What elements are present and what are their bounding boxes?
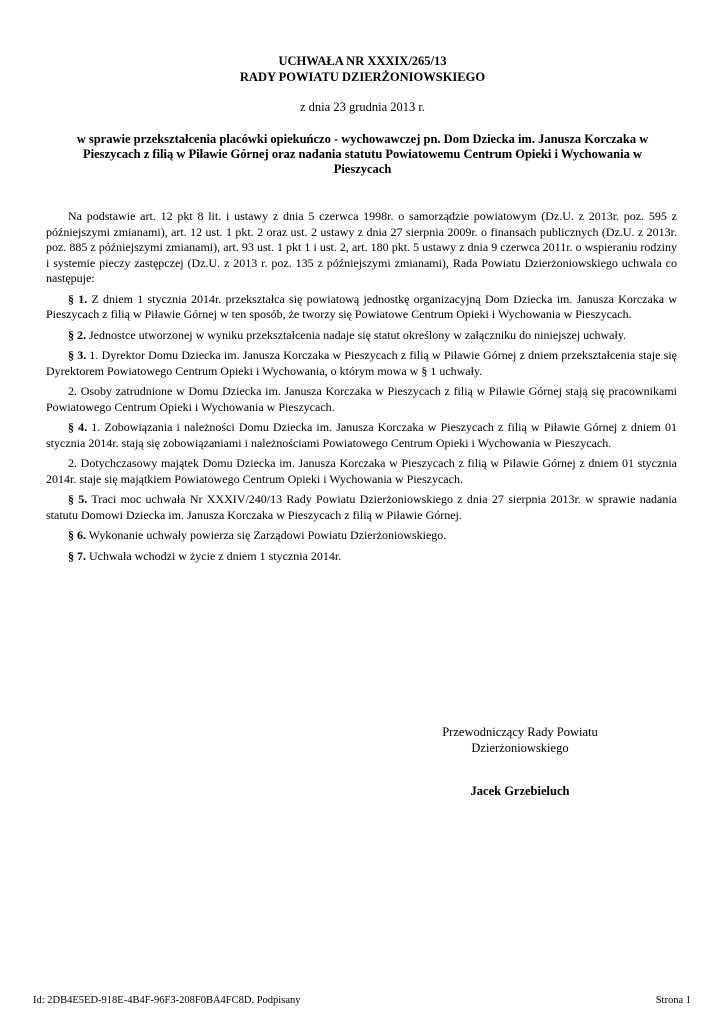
paragraph-7 [46,549,677,565]
paragraph-4-text: 1. Zobowiązania i należności Domu Dziecka im. Janusza Korczaka w Pieszycach z filią w Piławie Górnej z dniem 01 stycznia 2014r. stają się zobowiązaniami i należnościami Powiatowego Centrum Opieki i Wychowania w Pieszycach. [46,420,678,450]
page-number: Strona 1 [655,995,691,1006]
paragraph-4-mark: § 4. [68,420,88,434]
paragraph-3-item-2: 2. Osoby zatrudnione w Domu Dziecka im. Janusza Korczaka w Pieszycach z filią w Piławie Górnej stają się pracownikami Powiatowego Centrum Opieki i Wychowania w Pieszycach. [46,384,677,414]
paragraph-4 [46,420,677,451]
paragraph-7-text: Uchwała wchodzi w życie z dniem 1 stycznia 2014r. [86,548,342,563]
paragraph-6-mark: § 6. [68,528,86,542]
signatory-role [405,724,635,756]
paragraph-1-text: Z dniem 1 stycznia 2014r. przekształca się powiatową jednostkę organizacyjną Dom Dziecka im. Janusza Korczaka w Pieszycach z filią w Piławie Górnej w ten sposób, że tworzy się Powiatowe Centrum Opieki i Wychowania w Pieszycach. [46,291,678,321]
paragraph-5-text: Traci moc uchwała Nr XXXIV/240/13 Rady Powiatu Dzierżoniowskiego z dnia 27 sierpnia 2013r. w sprawie nadania statutu Domowi Dziecka im. Janusza Korczaka w Pieszycach z filią w Piławie Górnej. [46,492,678,522]
resolution-subject: w sprawie przekształcenia placówki opiekuńczo - wychowawczej pn. Dom Dziecka im. Janusza Korczaka w Pieszycach z filią w Piławie Górnej oraz nadania statutu Powiatowemu Centrum Opieki i Wychowania w Pieszycach [76,132,649,176]
resolution-title [0,53,725,85]
signatory-role-line-1: Przewodniczący Rady Powiatu [442,725,598,739]
paragraph-6-text: Wykonanie uchwały powierza się Zarządowi Powiatu Dzierżoniowskiego. [86,528,447,542]
paragraph-5 [46,492,677,523]
paragraph-3-text: 1. Dyrektor Domu Dziecka im. Janusza Korczaka w Pieszycach z filią w Piławie Górnej z dniem przekształcenia staje się Dyrektorem Powiatowego Centrum Opieki i Wychowania, o którym mowa w § 1 uchwały. [46,348,678,378]
paragraph-1 [46,292,677,323]
paragraph-5-mark: § 5. [68,492,88,506]
document-id: Id: 2DB4E5ED-918E-4B4F-96F3-208F0BA4FC8D. Podpisany [33,995,301,1006]
paragraph-2-mark: § 2. [68,327,86,342]
paragraph-2 [46,328,677,344]
paragraph-7-mark: § 7. [68,548,86,563]
council-name: RADY POWIATU DZIERŻONIOWSKIEGO [239,70,486,84]
paragraph-3 [46,348,677,379]
preamble: Na podstawie art. 12 pkt 8 lit. i ustawy z dnia 5 czerwca 1998r. o samorządzie powiatowym (Dz.U. z 2013r. poz. 595 z późniejszymi zmianami), art. 12 ust. 1 pkt. 2 oraz ust. 2 ustawy z dnia 27 sierpnia 2009r. o finansach publicznych (Dz.U. z 2013r. poz. 885 z późniejszymi zmianami), art. 93 ust. 1 pkt 1 i ust. 2, art. 180 pkt. 5 ustawy z dnia 9 czerwca 2011r. o wspieraniu rodziny i systemie pieczy zastępczej (Dz.U. z 2013 r. poz. 135 z późniejszymi zmianami), Rada Powiatu Dzierżoniowskiego uchwala co następuje: [46,209,677,285]
signatory-name: Jacek Grzebieluch [470,784,570,798]
signatory-role-line-2: Dzierżoniowskiego [471,741,569,755]
resolution-body [46,209,677,569]
paragraph-3-mark: § 3. [68,348,87,362]
paragraph-4-item-2: 2. Dotychczasowy majątek Domu Dziecka im. Janusza Korczaka w Pieszycach z filią w Piławie Górnej z dniem 01 stycznia 2014r. staje się majątkiem Powiatowego Centrum Opieki i Wychowania w Pieszycach. [46,456,677,486]
paragraph-2-text: Jednostce utworzonej w wyniku przekształcenia nadaje się statut określony w załączniku do niniejszej uchwały. [86,327,627,342]
resolution-number: UCHWAŁA NR XXXIX/265/13 [278,54,447,68]
paragraph-1-mark: § 1. [68,291,88,306]
resolution-date: z dnia 23 grudnia 2013 r. [300,100,425,114]
paragraph-6 [46,528,677,544]
